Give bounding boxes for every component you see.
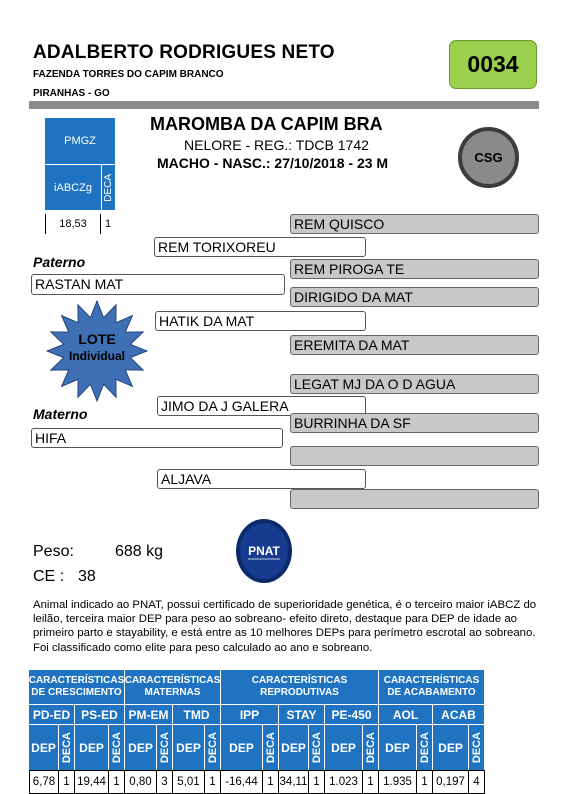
pedigree-ddd bbox=[290, 489, 539, 509]
group-header: CARACTERÍSTICAS DE ACABAMENTO bbox=[379, 670, 485, 704]
scrotal-label: CE : bbox=[33, 568, 65, 585]
dep-value: 19,44 bbox=[75, 770, 109, 794]
pedigree-dam-dam: ALJAVA bbox=[157, 469, 366, 489]
deca-subheader: DECA bbox=[417, 724, 433, 770]
index-deca-label: DECA bbox=[101, 164, 115, 210]
index-value: 18,53 bbox=[45, 214, 101, 234]
deca-value: 1 bbox=[59, 770, 75, 794]
dep-table bbox=[29, 670, 560, 794]
farm-name: FAZENDA TORRES DO CAPIM BRANCO bbox=[33, 69, 224, 80]
lot-number-badge: 0034 bbox=[449, 40, 537, 89]
dep-subheader: DEP bbox=[221, 724, 263, 770]
deca-subheader: DECA bbox=[157, 724, 173, 770]
pedigree-ssd: REM PIROGA TE bbox=[290, 259, 539, 279]
dep-value: -16,44 bbox=[221, 770, 263, 794]
dep-subheader: DEP bbox=[379, 724, 417, 770]
dep-value: 0,197 bbox=[433, 770, 469, 794]
trait-header: IPP bbox=[221, 704, 279, 724]
pedigree-sdd: EREMITA DA MAT bbox=[290, 335, 539, 355]
trait-header: TMD bbox=[173, 704, 221, 724]
trait-header: PS-ED bbox=[75, 704, 125, 724]
deca-subheader: DECA bbox=[309, 724, 325, 770]
deca-subheader: DECA bbox=[263, 724, 279, 770]
header-divider bbox=[29, 101, 539, 109]
trait-header: PE-450 bbox=[325, 704, 379, 724]
deca-subheader: DECA bbox=[205, 724, 221, 770]
city-state: PIRANHAS - GO bbox=[33, 88, 110, 99]
pedigree-dss: LEGAT MJ DA O D AGUA bbox=[290, 374, 539, 394]
dep-subheader: DEP bbox=[433, 724, 469, 770]
pnat-logo-text: PNAT bbox=[248, 544, 280, 558]
dep-value: 1.935 bbox=[379, 770, 417, 794]
deca-value: 1 bbox=[109, 770, 125, 794]
trait-header: STAY bbox=[279, 704, 325, 724]
dep-subheader: DEP bbox=[173, 724, 205, 770]
dep-subheader: DEP bbox=[279, 724, 309, 770]
pedigree-dam-sire: JIMO DA J GALERA bbox=[157, 396, 366, 416]
trait-header: PD-ED bbox=[29, 704, 75, 724]
deca-value: 1 bbox=[263, 770, 279, 794]
pedigree-sire-sire: REM TORIXOREU bbox=[154, 237, 366, 257]
deca-value: 1 bbox=[363, 770, 379, 794]
trait-header: AOL bbox=[379, 704, 433, 724]
pedigree-dsd: BURRINHA DA SF bbox=[290, 413, 539, 433]
dep-value: 5,01 bbox=[173, 770, 205, 794]
dep-subheader: DEP bbox=[125, 724, 157, 770]
dep-value: 34,11 bbox=[279, 770, 309, 794]
weight-label: Peso: bbox=[33, 543, 74, 560]
pedigree-sire-dam: HATIK DA MAT bbox=[155, 311, 366, 331]
trait-header: PM-EM bbox=[125, 704, 173, 724]
dep-subheader: DEP bbox=[325, 724, 363, 770]
pedigree-dam: HIFA bbox=[31, 428, 283, 448]
pedigree-sire: RASTAN MAT bbox=[31, 274, 285, 295]
breed-registration: NELORE - REG.: TDCB 1742 bbox=[184, 137, 369, 153]
deca-subheader: DECA bbox=[363, 724, 379, 770]
dep-value: 0,80 bbox=[125, 770, 157, 794]
group-header: CARACTERÍSTICAS REPRODUTIVAS bbox=[221, 670, 379, 704]
group-header: CARACTERÍSTICAS MATERNAS bbox=[125, 670, 221, 704]
maternal-label: Materno bbox=[33, 406, 88, 422]
lote-line2: Individual bbox=[68, 349, 125, 363]
dep-value: 6,78 bbox=[29, 770, 59, 794]
csg-seal: CSG bbox=[458, 127, 519, 188]
trait-header: ACAB bbox=[433, 704, 485, 724]
dep-subheader: DEP bbox=[75, 724, 109, 770]
lote-line1: LOTE bbox=[78, 331, 116, 347]
deca-value: 1 bbox=[205, 770, 221, 794]
animal-name: MAROMBA DA CAPIM BRA bbox=[150, 114, 383, 134]
pedigree-sss: REM QUISCO bbox=[290, 214, 539, 234]
deca-subheader: DECA bbox=[469, 724, 485, 770]
pnat-icon bbox=[234, 517, 294, 585]
program-label: PMGZ bbox=[45, 118, 115, 164]
dep-subheader: DEP bbox=[29, 724, 59, 770]
animal-description: Animal indicado ao PNAT, possui certificado de superioridade genética, é o terceiro maior iABCZ do leilão, terceira maior DEP para peso ao sobreano- efeito direto, destaque para DEP de idade ao primeiro parto e stayability, e está entre as 10 melhores DEPs para perímetro escrotal ao sobreano. Foi classificado como elite para peso calculado ao ano e sobreano. bbox=[33, 599, 537, 654]
deca-subheader: DECA bbox=[109, 724, 125, 770]
scrotal-value: 38 bbox=[78, 568, 96, 585]
index-label: iABCZg bbox=[45, 164, 101, 210]
deca-value: 3 bbox=[157, 770, 173, 794]
dep-value: 1.023 bbox=[325, 770, 363, 794]
paternal-label: Paterno bbox=[33, 254, 86, 270]
deca-value: 4 bbox=[469, 770, 485, 794]
pedigree-dds bbox=[290, 446, 539, 466]
pedigree-sds: DIRIGIDO DA MAT bbox=[290, 287, 539, 307]
sex-birth-date: MACHO - NASC.: 27/10/2018 - 23 M bbox=[157, 155, 389, 171]
deca-value: 1 bbox=[309, 770, 325, 794]
index-deca-value: 1 bbox=[104, 218, 112, 230]
weight-value: 688 kg bbox=[115, 543, 164, 560]
deca-subheader: DECA bbox=[59, 724, 75, 770]
pnat-logo bbox=[234, 517, 294, 585]
deca-value: 1 bbox=[417, 770, 433, 794]
group-header: CARACTERÍSTICAS DE CRESCIMENTO bbox=[29, 670, 125, 704]
owner-name: ADALBERTO RODRIGUES NETO bbox=[33, 42, 335, 63]
